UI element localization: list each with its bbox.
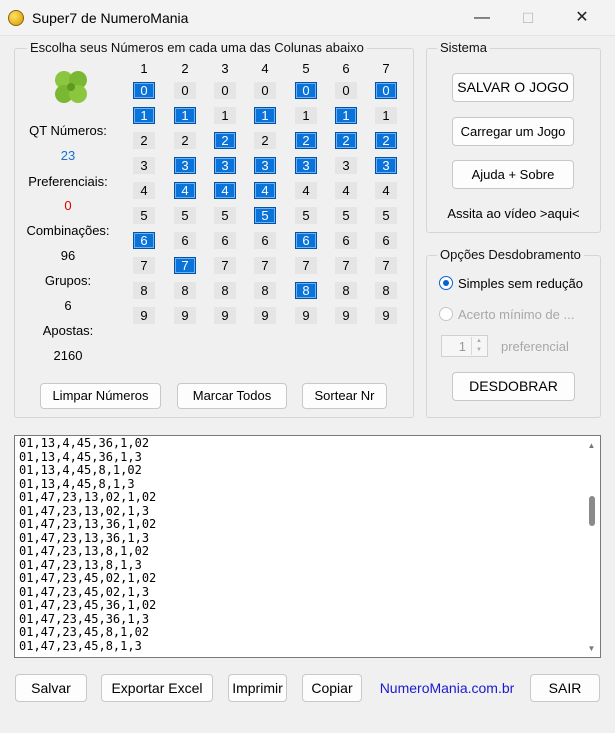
number-cell[interactable]: 9 — [133, 307, 155, 324]
number-cell[interactable]: 0 — [214, 82, 236, 99]
stepper-up-icon[interactable]: ▲ — [476, 338, 482, 344]
number-cell[interactable]: 9 — [335, 307, 357, 324]
number-cell[interactable]: 0 — [335, 82, 357, 99]
qt-numeros-label: QT Números: — [29, 123, 107, 138]
ajuda-sobre-button[interactable]: Ajuda + Sobre — [452, 160, 574, 189]
number-cell[interactable]: 3 — [254, 157, 276, 174]
column-header: 4 — [261, 61, 269, 76]
scroll-thumb[interactable] — [589, 496, 595, 526]
number-cell[interactable]: 4 — [133, 182, 155, 199]
output-line: 01,13,4,45,8,1,3 — [19, 476, 135, 491]
close-button[interactable]: ✕ — [575, 9, 589, 26]
number-cell[interactable]: 8 — [375, 282, 397, 299]
number-cell[interactable]: 6 — [335, 232, 357, 249]
minimize-button[interactable]: — — [474, 9, 490, 26]
number-cell[interactable]: 4 — [254, 182, 276, 199]
desdobrar-button[interactable]: DESDOBRAR — [452, 372, 575, 401]
number-cell[interactable]: 5 — [295, 207, 317, 224]
app-icon — [8, 10, 24, 26]
video-link[interactable]: Assita ao vídeo >aqui< — [447, 206, 580, 221]
exportar-excel-button[interactable]: Exportar Excel — [101, 674, 213, 702]
number-cell[interactable]: 3 — [214, 157, 236, 174]
number-cell[interactable]: 9 — [174, 307, 196, 324]
output-line: 01,47,23,13,02,1,3 — [19, 503, 150, 518]
column-header: 2 — [181, 61, 189, 76]
number-cell[interactable]: 0 — [254, 82, 276, 99]
output-line: 01,47,23,45,02,1,3 — [19, 584, 150, 599]
output-line: 01,47,23,45,36,1,3 — [19, 611, 150, 626]
number-cell[interactable]: 8 — [295, 282, 317, 299]
number-cell[interactable]: 1 — [335, 107, 357, 124]
limpar-numeros-button[interactable]: Limpar Números — [40, 383, 161, 409]
number-cell[interactable]: 1 — [214, 107, 236, 124]
number-cell[interactable]: 3 — [375, 157, 397, 174]
number-cell[interactable]: 4 — [375, 182, 397, 199]
number-cell[interactable]: 0 — [174, 82, 196, 99]
output-line: 01,47,23,13,02,1,02 — [19, 490, 157, 504]
number-cell[interactable]: 7 — [174, 257, 196, 274]
numbers-group-legend: Escolha seus Números em cada uma das Colunas abaixo — [27, 40, 367, 55]
number-cell[interactable]: 1 — [133, 107, 155, 124]
number-cell[interactable]: 8 — [254, 282, 276, 299]
preferencial-stepper[interactable] — [441, 335, 488, 357]
number-cell[interactable]: 3 — [335, 157, 357, 174]
number-cell[interactable]: 7 — [133, 257, 155, 274]
combinacoes-label: Combinações: — [26, 223, 110, 238]
number-cell[interactable]: 2 — [174, 132, 196, 149]
number-cell[interactable]: 2 — [375, 132, 397, 149]
number-cell[interactable]: 5 — [133, 207, 155, 224]
number-cell[interactable]: 2 — [335, 132, 357, 149]
salvar-o-jogo-button[interactable]: SALVAR O JOGO — [452, 73, 574, 102]
number-cell[interactable]: 1 — [375, 107, 397, 124]
number-cell[interactable]: 8 — [335, 282, 357, 299]
number-cell[interactable]: 2 — [214, 132, 236, 149]
number-cell[interactable]: 8 — [174, 282, 196, 299]
number-cell[interactable]: 9 — [375, 307, 397, 324]
number-cell[interactable]: 6 — [254, 232, 276, 249]
acerto-label[interactable]: Acerto mínimo de ... — [458, 307, 575, 322]
number-cell[interactable]: 9 — [254, 307, 276, 324]
number-cell[interactable]: 8 — [214, 282, 236, 299]
simples-label[interactable]: Simples sem redução — [458, 276, 583, 291]
number-cell[interactable]: 2 — [133, 132, 155, 149]
column-header: 3 — [221, 61, 229, 76]
number-cell[interactable]: 4 — [295, 182, 317, 199]
sistema-legend: Sistema — [437, 40, 490, 55]
output-line: 01,47,23,13,36,1,02 — [19, 517, 157, 531]
number-cell[interactable]: 5 — [375, 207, 397, 224]
number-cell[interactable]: 6 — [133, 232, 155, 249]
output-line: 01,47,23,13,8,1,02 — [19, 544, 150, 558]
output-line: 01,13,4,45,8,1,02 — [19, 463, 142, 477]
number-cell[interactable]: 7 — [214, 257, 236, 274]
number-cell[interactable]: 4 — [214, 182, 236, 199]
output-textarea[interactable] — [14, 435, 601, 658]
output-lines — [19, 437, 156, 653]
scroll-down-icon[interactable]: ▼ — [587, 644, 596, 653]
sortear-nr-button[interactable]: Sortear Nr — [302, 383, 387, 409]
number-cell[interactable]: 3 — [174, 157, 196, 174]
stepper-arrows[interactable] — [471, 337, 486, 355]
desdobramento-legend: Opções Desdobramento — [437, 247, 584, 262]
marcar-todos-button[interactable]: Marcar Todos — [177, 383, 287, 409]
number-cell[interactable]: 9 — [214, 307, 236, 324]
number-cell[interactable]: 1 — [295, 107, 317, 124]
carregar-jogo-button[interactable]: Carregar um Jogo — [452, 117, 574, 146]
vertical-scrollbar[interactable] — [583, 436, 600, 657]
output-line: 01,13,4,45,36,1,3 — [19, 449, 142, 464]
number-cell[interactable]: 5 — [214, 207, 236, 224]
column-header: 7 — [382, 61, 390, 76]
number-cell[interactable]: 6 — [214, 232, 236, 249]
output-line: 01,47,23,45,02,1,02 — [19, 571, 157, 585]
copiar-button[interactable]: Copiar — [302, 674, 362, 702]
apostas-label: Apostas: — [42, 323, 94, 338]
output-line: 01,47,23,45,8,1,02 — [19, 625, 150, 639]
simples-radio[interactable] — [439, 276, 453, 290]
column-header: 1 — [140, 61, 148, 76]
number-cell[interactable]: 3 — [133, 157, 155, 174]
number-cell[interactable]: 0 — [375, 82, 397, 99]
number-cell[interactable]: 0 — [133, 82, 155, 99]
combinacoes-value: 96 — [60, 248, 76, 263]
window-title: Super7 de NumeroMania — [32, 10, 189, 26]
column-header: 5 — [302, 61, 310, 76]
output-line: 01,13,4,45,36,1,02 — [19, 436, 150, 450]
preferenciais-label: Preferenciais: — [28, 174, 108, 189]
maximize-button[interactable]: ☐ — [521, 10, 535, 26]
number-cell[interactable]: 6 — [295, 232, 317, 249]
salvar-button[interactable]: Salvar — [15, 674, 87, 702]
imprimir-button[interactable]: Imprimir — [228, 674, 287, 702]
apostas-value: 2160 — [53, 348, 83, 363]
numeromania-link[interactable]: NumeroMania.com.br — [379, 680, 515, 696]
number-cell[interactable]: 4 — [174, 182, 196, 199]
number-cell[interactable]: 7 — [295, 257, 317, 274]
number-cell[interactable]: 3 — [295, 157, 317, 174]
number-cell[interactable]: 4 — [335, 182, 357, 199]
number-cell[interactable]: 0 — [295, 82, 317, 99]
number-cell[interactable]: 9 — [295, 307, 317, 324]
qt-numeros-value: 23 — [60, 148, 76, 163]
number-cell[interactable]: 7 — [375, 257, 397, 274]
four-leaf-clover-icon — [49, 66, 93, 110]
number-cell[interactable]: 5 — [254, 207, 276, 224]
number-cell[interactable]: 5 — [335, 207, 357, 224]
number-cell[interactable]: 6 — [375, 232, 397, 249]
grupos-label: Grupos: — [44, 273, 92, 288]
number-cell[interactable]: 7 — [254, 257, 276, 274]
output-line: 01,47,23,45,36,1,02 — [19, 598, 157, 612]
output-line: 01,47,23,45,8,1,3 — [19, 638, 142, 653]
preferencial-label: preferencial — [501, 339, 569, 354]
output-line: 01,47,23,13,8,1,3 — [19, 557, 142, 572]
number-cell[interactable]: 1 — [254, 107, 276, 124]
number-cell[interactable]: 2 — [295, 132, 317, 149]
title-bar — [0, 0, 615, 36]
number-cell[interactable]: 8 — [133, 282, 155, 299]
number-cell[interactable]: 1 — [174, 107, 196, 124]
number-cell[interactable]: 5 — [174, 207, 196, 224]
number-cell[interactable]: 7 — [335, 257, 357, 274]
stepper-value: 1 — [458, 339, 466, 354]
preferenciais-value: 0 — [64, 198, 72, 213]
number-cell[interactable]: 2 — [254, 132, 276, 149]
number-cell[interactable]: 6 — [174, 232, 196, 249]
sair-button[interactable]: SAIR — [530, 674, 600, 702]
stepper-down-icon[interactable]: ▼ — [476, 347, 482, 353]
column-header: 6 — [342, 61, 350, 76]
acerto-radio[interactable] — [439, 307, 453, 321]
output-line: 01,47,23,13,36,1,3 — [19, 530, 150, 545]
scroll-up-icon[interactable]: ▲ — [587, 441, 596, 450]
grupos-value: 6 — [64, 298, 72, 313]
